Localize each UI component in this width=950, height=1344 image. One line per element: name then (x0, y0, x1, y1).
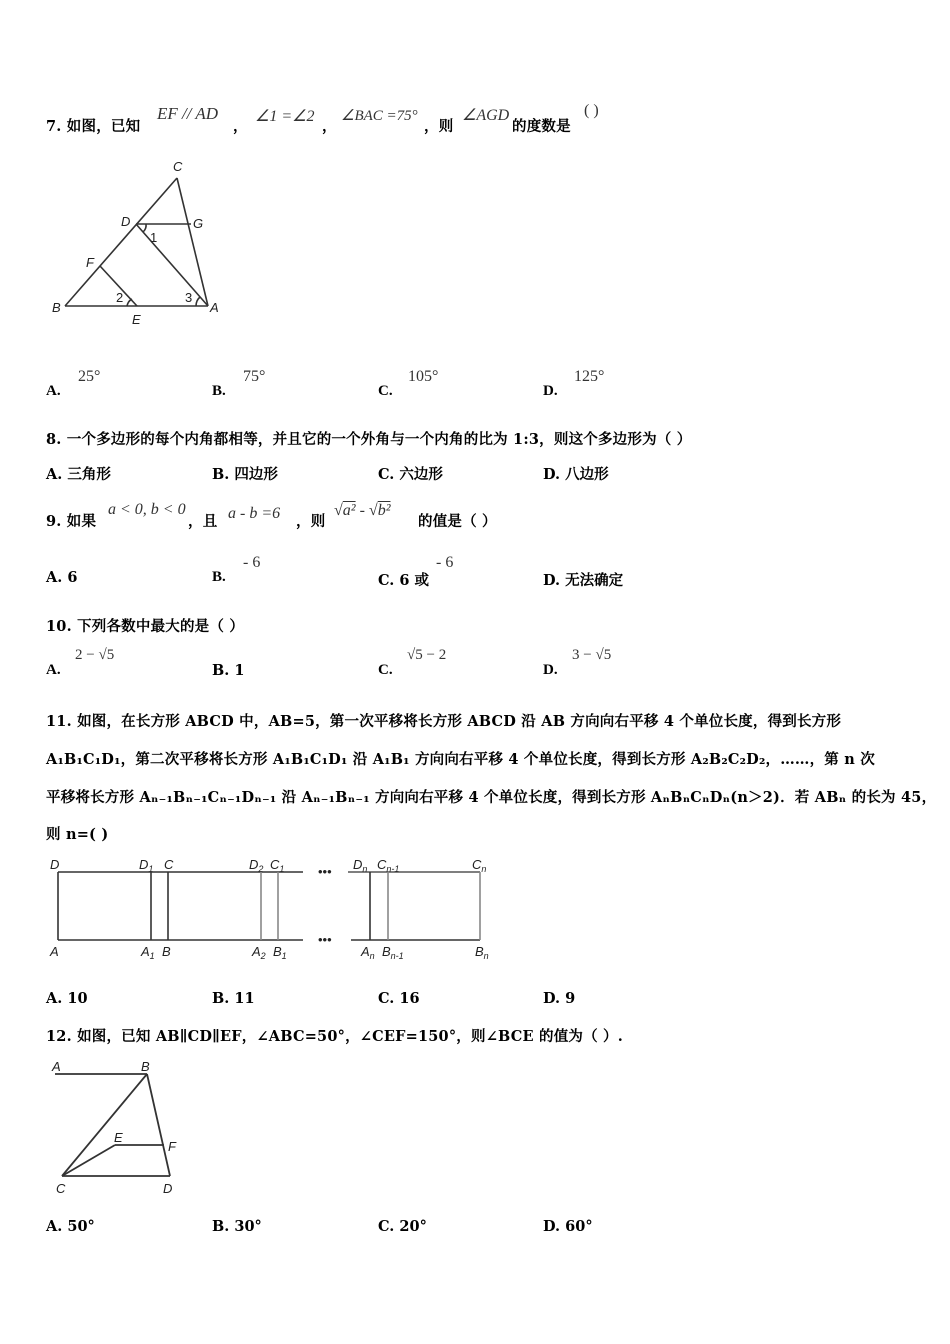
option-b[interactable] (212, 990, 255, 1007)
option-value: 10 (67, 990, 88, 1007)
option-c-value[interactable]: 105° (408, 368, 439, 385)
math-angle-bac: ∠BAC =75° (341, 108, 418, 124)
option-value: 无法确定 (565, 572, 624, 589)
minus-sign: - (355, 502, 369, 519)
stem-text: 如图，已知 AB∥CD∥EF，∠ABC=50°，∠CEF=150°，则∠BCE 的值为（ ）. (77, 1028, 623, 1045)
option-d[interactable] (543, 463, 609, 484)
option-c[interactable] (378, 463, 443, 484)
option-a[interactable] (46, 1218, 95, 1235)
svg-text:C1: $C_1$ (270, 857, 285, 874)
option-value: 11 (234, 990, 255, 1007)
ellipsis-top: ••• (318, 864, 332, 879)
option-a-value[interactable]: 25° (78, 368, 101, 385)
question-number: 7. (46, 118, 62, 135)
option-value: 八边形 (565, 466, 609, 483)
option-value: 30° (234, 1218, 262, 1235)
option-b[interactable] (212, 1218, 262, 1235)
option-d-value[interactable]: 3 − √5 (572, 647, 612, 663)
math-condition: a < 0, b < 0 (108, 501, 186, 518)
option-label: C. (378, 990, 395, 1007)
option-value: 50° (67, 1218, 95, 1235)
option-label: B. (212, 1218, 230, 1235)
option-label: A. (46, 990, 63, 1007)
option-value: 16 (399, 990, 420, 1007)
svg-text:D: D (50, 857, 60, 872)
option-d[interactable] (543, 1218, 593, 1235)
svg-text:An: $A_n$ (361, 944, 375, 961)
label-3: 3 (185, 290, 193, 305)
label-e: E (114, 1130, 123, 1145)
triangle-figure-q7 (40, 150, 240, 330)
option-label: B. (212, 662, 230, 679)
option-value: 9 (565, 990, 576, 1007)
label-g: G (193, 216, 204, 231)
radicand-a: a² (342, 502, 356, 519)
option-b[interactable] (212, 463, 278, 484)
option-b[interactable] (212, 662, 244, 679)
option-a[interactable] (46, 990, 88, 1007)
stem-line-2: A₁B₁C₁D₁，第二次平移将长方形 A₁B₁C₁D₁ 沿 A₁B₁ 方向向右平移 4 个单位长度，得到长方形 A₂B₂C₂D₂，……，第 n 次 (46, 751, 875, 768)
stem-text: ，且 (188, 513, 218, 530)
option-a[interactable] (46, 463, 111, 484)
option-d[interactable] (543, 569, 623, 590)
option-value: 三角形 (67, 466, 111, 483)
label-1: 1 (150, 230, 158, 245)
svg-text:D2: $D_2$ (249, 857, 264, 874)
option-a-label[interactable]: A. (46, 383, 61, 399)
option-label: A. (46, 569, 63, 586)
separator: ， (233, 118, 248, 135)
option-c[interactable] (378, 990, 420, 1007)
option-value: 6 (67, 569, 78, 586)
option-label: A. (46, 1218, 63, 1235)
math-angle-equality: ∠1 =∠2 (255, 108, 315, 125)
svg-text:A1: $A_1$ (141, 944, 155, 961)
svg-text:B1: $B_1$ (273, 944, 287, 961)
question-number: 8. (46, 431, 62, 448)
option-d[interactable] (543, 990, 575, 1007)
option-label: D. (543, 572, 561, 589)
option-value: 60° (565, 1218, 593, 1235)
label-c: C (56, 1181, 66, 1196)
parallel-lines-figure-q12 (40, 1055, 210, 1200)
option-value: 6 或 (399, 572, 430, 589)
option-label: C. (378, 1218, 395, 1235)
option-label: D. (543, 990, 561, 1007)
label-b: B (52, 300, 61, 315)
math-equation: a - b =6 (228, 505, 281, 522)
question-7-stem (46, 115, 140, 136)
option-a-label[interactable]: A. (46, 662, 61, 678)
question-number: 10. (46, 618, 72, 635)
stem-text: 一个多边形的每个内角都相等，并且它的一个外角与一个内角的比为 1:3，则这个多边形为（ ） (66, 431, 692, 448)
label-f: F (86, 255, 94, 270)
stem-text: ，则 (424, 118, 454, 135)
math-angle-agd: ∠AGD (462, 107, 510, 124)
separator: ， (322, 118, 337, 135)
question-number: 12. (46, 1028, 72, 1045)
math-ef-parallel-ad: EF // AD (157, 104, 219, 123)
option-label: D. (543, 1218, 561, 1235)
label-d: D (121, 214, 131, 229)
question-8-stem (46, 428, 691, 449)
option-b-value[interactable]: - 6 (243, 554, 261, 571)
label-a: A (210, 300, 219, 315)
label-f: F (168, 1139, 176, 1154)
stem-line-4: 则 n=( ) (46, 826, 109, 843)
svg-text:Cn: $C_n$ (472, 857, 487, 874)
question-number: 9. (46, 513, 62, 530)
stem-text: 如图，在长方形 ABCD 中，AB=5，第一次平移将长方形 ABCD 沿 AB 方向向右平移 4 个单位长度，得到长方形 (77, 713, 842, 730)
stem-line-3: 平移将长方形 Aₙ₋₁Bₙ₋₁Cₙ₋₁Dₙ₋₁ 沿 Aₙ₋₁Bₙ₋₁ 方向向右平移 4 个单位长度，得到长方形 AₙBₙCₙDₙ(n＞2)．若 ABₙ 的长为 45， (46, 789, 937, 806)
option-c-label[interactable]: C. (378, 383, 393, 399)
option-label: D. (543, 466, 561, 483)
question-9-stem (46, 510, 96, 531)
svg-text:Dn: $D_n$ (353, 857, 368, 874)
label-c: C (173, 159, 183, 174)
rectangles-translation-figure (40, 850, 510, 970)
answer-paren: ( ) (584, 102, 599, 119)
label-b: B (141, 1059, 150, 1074)
option-d-label[interactable]: D. (543, 383, 558, 399)
option-c-sup-value: - 6 (436, 554, 454, 571)
ellipsis-bottom: ••• (318, 932, 332, 947)
stem-text: 下列各数中最大的是（ ） (77, 618, 245, 635)
svg-text:A2: $A_2$ (252, 944, 266, 961)
option-label: A. (46, 466, 63, 483)
option-a-value[interactable]: 2 − √5 (75, 647, 115, 663)
svg-text:C: C (164, 857, 174, 872)
question-number: 11. (46, 713, 72, 730)
question-10-stem (46, 615, 244, 636)
label-2: 2 (116, 290, 124, 305)
svg-text:Bn: $B_n$ (475, 944, 489, 961)
option-value: 1 (234, 662, 245, 679)
label-a: A (52, 1059, 61, 1074)
stem-text: 的度数是 (512, 118, 571, 135)
option-label: B. (212, 990, 230, 1007)
label-e: E (132, 312, 141, 327)
svg-text:Bn-1: $B_{n-1}$ (382, 944, 404, 961)
stem-line-1 (46, 710, 841, 731)
stem-text: 如果 (66, 513, 97, 530)
option-d-value[interactable]: 125° (574, 368, 605, 385)
stem-text: ，则 (296, 513, 326, 530)
svg-text:B: B (162, 944, 171, 959)
option-label: C. (378, 572, 395, 589)
math-sqrt-expression: √a² - √b² (334, 502, 391, 519)
option-c-label[interactable]: C. (378, 662, 393, 678)
option-label: C. (378, 466, 395, 483)
option-b-value[interactable]: 75° (243, 368, 266, 385)
svg-text:D1: $D_1$ (139, 857, 154, 874)
option-c[interactable] (378, 1218, 427, 1235)
stem-text: 如图，已知 (66, 118, 141, 135)
option-a[interactable] (46, 569, 77, 586)
option-c[interactable] (378, 569, 429, 590)
svg-text:A: A (50, 944, 59, 959)
option-b-label[interactable]: B. (212, 569, 226, 585)
option-d-label[interactable]: D. (543, 662, 558, 678)
option-value: 20° (399, 1218, 427, 1235)
label-d: D (163, 1181, 173, 1196)
option-c-value[interactable]: √5 − 2 (407, 647, 447, 663)
radicand-b: b² (377, 502, 391, 519)
question-12-stem (46, 1025, 623, 1046)
stem-text: 的值是（ ） (418, 513, 497, 530)
svg-text:Cn-1: $C_{n-1}$ (377, 857, 400, 874)
option-value: 四边形 (234, 466, 278, 483)
option-value: 六边形 (399, 466, 443, 483)
option-b-label[interactable]: B. (212, 383, 226, 399)
option-label: B. (212, 466, 230, 483)
